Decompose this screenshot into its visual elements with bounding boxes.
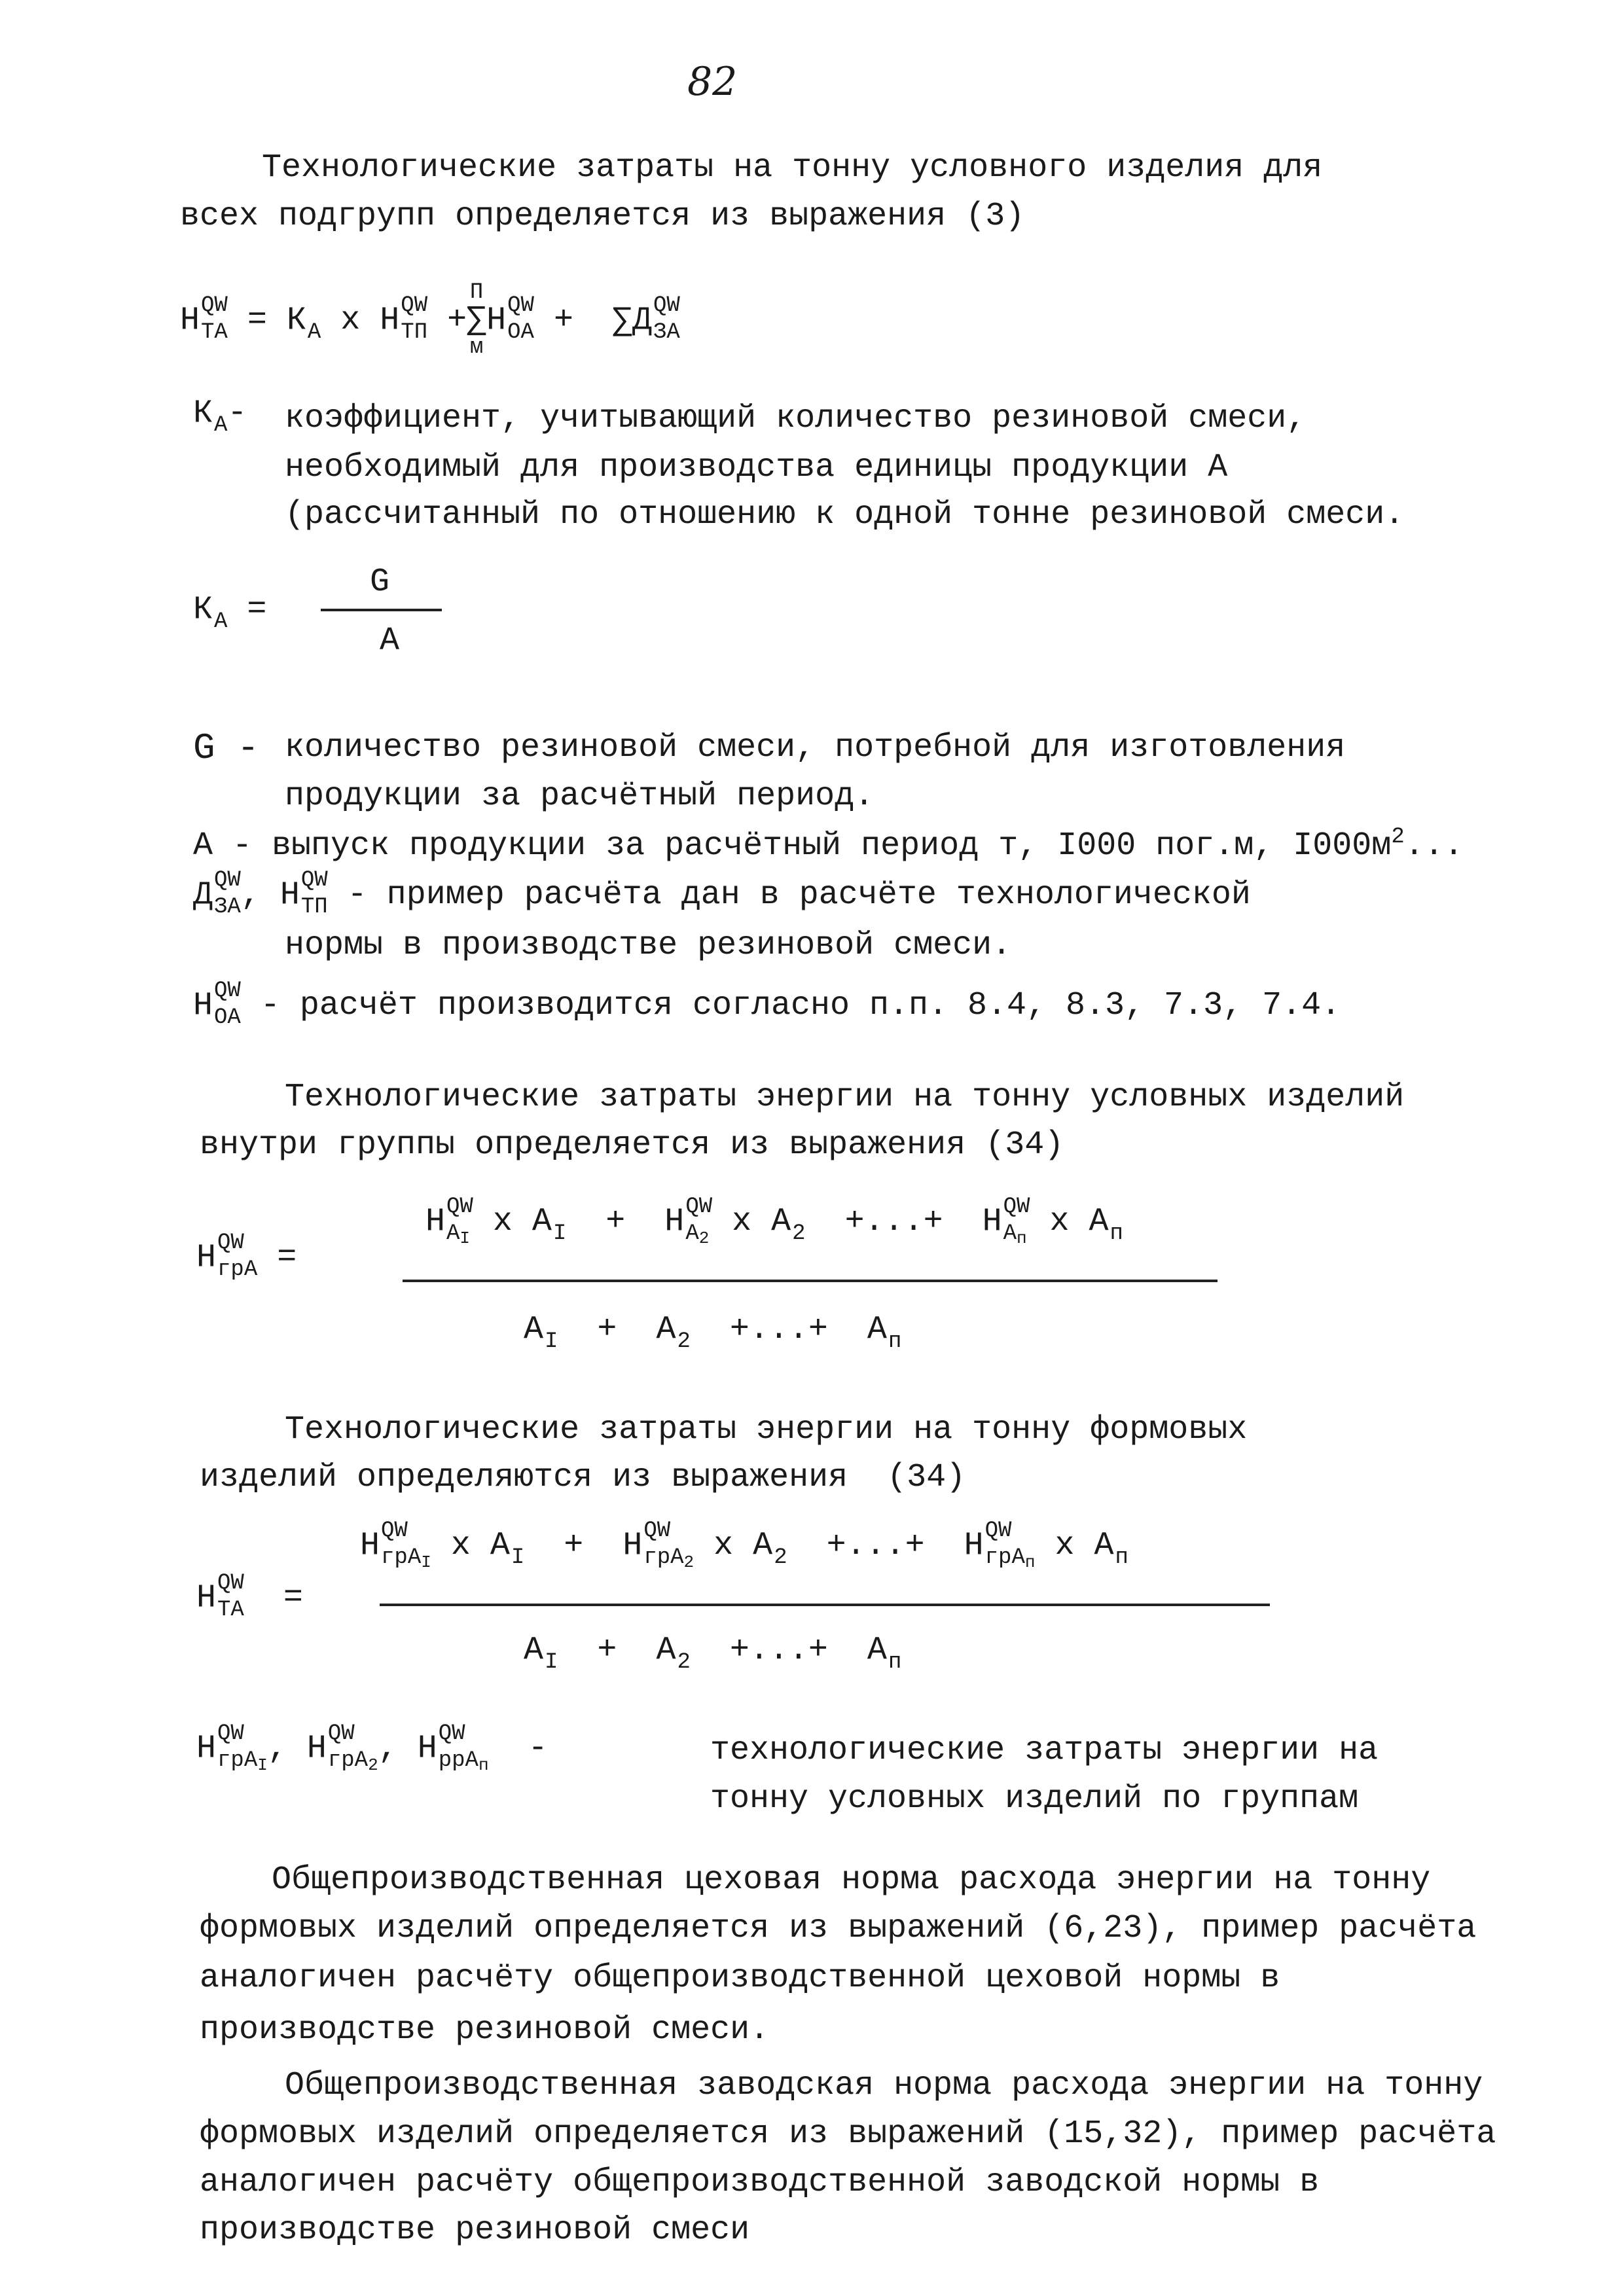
script-stack [511,1525,525,1571]
formula-symbol [486,293,534,345]
formula-symbol [380,293,428,345]
formula-symbol [656,1309,691,1355]
para5-line2: формовых изделий определяется из выражений (15,32), пример расчёта [200,2115,1496,2153]
sub-subscript: 2 [368,1755,378,1776]
script-stack [307,300,321,345]
symbol-base: Н [280,876,300,914]
superscript: QW [217,1721,244,1746]
script-stack [438,1721,489,1776]
symbol-base: А [867,1632,887,1670]
script-stack [446,1194,473,1249]
formula-symbol [524,1309,558,1355]
def-d-line2: нормы в производстве резиновой смеси. [285,927,1012,964]
formula-symbol [193,393,228,439]
subscript: грА2 [327,1748,378,1776]
script-stack [643,1518,695,1573]
script-stack [984,1518,1036,1573]
formula-symbol [425,1194,473,1249]
symbol-base: Н [380,302,400,340]
symbol-base: Н [360,1527,380,1565]
formula-text: +...+ [690,1632,867,1670]
formula-symbol [360,1518,431,1573]
script-stack [214,589,228,635]
subscript: грА [217,1257,258,1283]
subscript: I [552,1221,567,1247]
script-stack [685,1194,713,1249]
formula-symbol [193,589,228,635]
para5-line4: производстве резиновой смеси [200,2212,750,2249]
formula-text: + [524,1527,623,1565]
sub-subscript: п [478,1755,489,1776]
formula-text: = [257,1239,297,1277]
sub-subscript: I [257,1755,268,1776]
def-ka-symbol [193,393,247,439]
script-stack [381,1518,431,1573]
script-stack [507,293,534,345]
superscript [553,1197,566,1217]
formula-ta-denominator [524,1630,902,1676]
formula-text: + [558,1632,657,1670]
para2-line1: Технологические затраты энергии на тонну условных изделий [285,1079,1405,1116]
formula-ka-lhs [193,589,267,635]
subscript: грАп [984,1545,1036,1573]
def-g-line1: количество резиновой смеси, потребной для изготовления [285,729,1346,766]
formula-text: - пример расчёта дан в расчёте технологической [327,876,1251,914]
formula-text: х [694,1527,753,1565]
superscript: QW [214,978,241,1003]
superscript [545,1626,558,1646]
subscript: I [511,1545,525,1571]
para1-line1: Технологические затраты на тонну условного изделия для [262,149,1323,187]
superscript: QW [201,293,228,318]
formula-text: х [431,1527,490,1565]
subscript: А2 [685,1221,710,1249]
script-stack [201,293,228,345]
script-stack [214,978,241,1031]
superscript: QW [446,1194,473,1219]
formula-symbol [867,1309,902,1355]
summation-symbol [467,281,486,359]
symbol-base: А [656,1311,676,1349]
formula-text: х [473,1203,532,1241]
def-a [193,825,1464,865]
superscript: QW [401,293,428,318]
superscript: QW [643,1518,671,1543]
symbol-base: А [1089,1203,1109,1241]
symbol-base: К [286,302,306,340]
subscript: п [888,1650,902,1676]
script-stack [792,1201,806,1247]
symbol-base: Н [425,1203,446,1241]
superscript [792,1197,805,1217]
script-stack [401,293,428,345]
formula-gra-lhs [196,1230,297,1283]
formula-symbol [193,978,241,1031]
subscript: ЗА [214,895,241,920]
superscript [888,1305,901,1325]
formula-text: ... [1404,827,1464,865]
subscript: А [214,609,228,635]
para3-line1: Технологические затраты энергии на тонну формовых [285,1411,1248,1448]
script-stack [888,1630,902,1676]
formula-symbol [490,1525,525,1571]
def-groups-line2: тонну условных изделий по группам [710,1780,1359,1818]
formula-text: , [267,1730,307,1768]
symbol-base: Д [193,876,213,914]
fraction-bar [403,1280,1218,1282]
def-ka-line2: необходимый для производства единицы продукции А [285,449,1228,486]
formula-1 [180,281,680,359]
formula-symbol [1089,1201,1123,1247]
formula-text: = [227,302,287,340]
sub-subscript: 2 [698,1229,710,1249]
subscript: А [307,320,321,345]
subscript: п [1115,1545,1128,1571]
symbol-base: А [532,1203,552,1241]
superscript [308,296,321,316]
formula-symbol [867,1630,902,1676]
subscript: Ап [1003,1221,1027,1249]
subscript: п [888,1329,902,1355]
superscript [1110,1197,1123,1217]
symbol-base: Н [964,1527,984,1565]
subscript: ТА [201,320,228,345]
script-stack [300,868,328,920]
formula-text: А - выпуск продукции за расчётный период т, I000 пог.м, I000м [193,827,1392,865]
formula-text: + [427,302,467,340]
formula-symbol [180,293,228,345]
formula-symbol [664,1194,713,1249]
formula-ka-numerator: G [370,564,390,601]
symbol-base: А [524,1311,544,1349]
script-stack [888,1309,902,1355]
script-stack [327,1721,378,1776]
symbol-base: Н [982,1203,1002,1241]
formula-text: х [1030,1203,1089,1241]
formula-text: +...+ [805,1203,983,1241]
superscript: QW [685,1194,713,1219]
para4-line2: формовых изделий определяется из выражений (6,23), пример расчёта [200,1910,1477,1947]
sum-lower-limit: м [469,335,484,360]
symbol-base: К [193,395,213,433]
symbol-base: А [656,1632,676,1670]
sub-subscript: 2 [683,1552,695,1573]
para4-line1: Общепроизводственная цеховая норма расхода энергии на тонну [272,1861,1431,1899]
script-stack [545,1309,558,1355]
symbol-base: Н [306,1730,327,1768]
symbol-base: Н [196,1579,217,1617]
sum-upper-limit: П [469,280,484,305]
formula-text: + [558,1311,657,1349]
formula-gra-denominator [524,1309,902,1355]
formula-symbol [613,293,680,345]
superscript [774,1521,787,1541]
def-g-symbol: G - [193,727,259,769]
superscript: QW [300,868,328,893]
formula-text: х [712,1203,772,1241]
symbol-base: Н [664,1203,685,1241]
script-stack [217,1230,258,1283]
sub-subscript: I [421,1552,431,1573]
script-stack [1110,1201,1123,1247]
superscript [214,389,227,409]
subscript: 2 [677,1650,691,1676]
formula-text: , [378,1730,418,1768]
symbol-base: Н [193,987,213,1025]
fraction-bar [321,609,442,611]
formula-text: = [227,591,267,629]
superscript [214,585,227,605]
formula-text: - [488,1730,568,1768]
script-stack [552,1201,567,1247]
sub-subscript: I [460,1229,471,1249]
formula-symbol [280,868,328,920]
formula-text: х [321,302,380,340]
para4-line3: аналогичен расчёту общепроизводственной цеховой нормы в [200,1960,1280,1997]
formula-symbol [1094,1525,1128,1571]
formula-symbol [417,1721,489,1776]
superscript: QW [217,1571,244,1596]
def-hoa [193,978,1341,1031]
script-stack [545,1630,558,1676]
subscript: ТА [217,1598,244,1623]
script-stack [214,868,241,920]
fraction-bar [380,1604,1270,1606]
superscript [888,1626,901,1646]
formula-text: +...+ [690,1311,867,1349]
formula-symbol [771,1201,806,1247]
superscript: QW [381,1518,408,1543]
subscript: ОА [507,320,534,345]
subscript: I [545,1329,558,1355]
symbol-base: А [1094,1527,1114,1565]
subscript: 2 [792,1221,806,1247]
subscript: п [1110,1221,1123,1247]
symbol-base: Н [623,1527,643,1565]
def-ka-line3: (рассчитанный по отношению к одной тонне резиновой смеси. [285,496,1405,533]
sub-subscript: п [1024,1552,1036,1573]
formula-text: - [227,395,247,433]
formula-symbol [753,1525,787,1571]
formula-text: + [533,302,613,340]
superscript [677,1305,690,1325]
formula-ka-denominator: А [380,622,400,660]
para3-line2: изделий определяются из выражения (34) [200,1459,966,1496]
para5-line3: аналогичен расчёту общепроизводственной заводской нормы в [200,2164,1320,2201]
para1-line2: всех подгрупп определяется из выражения (3) [180,198,1025,235]
formula-ta-numerator [360,1518,1128,1573]
superscript: QW [984,1518,1012,1543]
formula-gra-numerator [425,1194,1123,1249]
formula-text: , [240,876,280,914]
symbol-base: Н [196,1239,217,1277]
sub-subscript: п [1017,1229,1027,1249]
def-groups-symbols [196,1721,568,1776]
formula-symbol [1391,825,1405,863]
formula-ta-lhs [196,1571,303,1623]
superscript: QW [327,1721,355,1746]
symbol-base: А [867,1311,887,1349]
symbol-base: Н [417,1730,437,1768]
formula-text: х [1035,1527,1094,1565]
sum-sign: ∑ [467,301,487,338]
symbol-base: К [193,591,213,629]
symbol-base: А [771,1203,791,1241]
formula-symbol [964,1518,1036,1573]
superscript: QW [653,293,680,318]
formula-symbol [982,1194,1030,1249]
script-stack [217,1721,268,1776]
superscript [677,1626,690,1646]
superscript [1115,1521,1128,1541]
page-number: 82 [687,59,738,105]
superscript: QW [507,293,534,318]
formula-symbol [286,300,321,345]
formula-symbol [193,868,241,920]
symbol-base: А [490,1527,510,1565]
formula-symbol [532,1201,567,1247]
def-d-line1 [193,868,1251,920]
subscript: 2 [677,1329,691,1355]
superscript: 2 [1391,825,1405,850]
script-stack [677,1309,691,1355]
script-stack [677,1630,691,1676]
subscript: ТП [401,320,428,345]
formula-symbol [306,1721,378,1776]
symbol-base: А [753,1527,773,1565]
superscript: QW [438,1721,465,1746]
def-groups-line1: технологические затраты энергии на [710,1732,1379,1769]
formula-symbol [623,1518,695,1573]
symbol-base: Н [180,302,200,340]
superscript [511,1521,524,1541]
superscript [545,1305,558,1325]
para2-line2: внутри группы определяется из выражения (34) [200,1126,1064,1164]
script-stack [653,293,680,345]
formula-text: + [566,1203,665,1241]
subscript: ррАп [438,1748,489,1776]
script-stack [1003,1194,1030,1249]
symbol-base: Н [486,302,507,340]
subscript: А [214,413,228,439]
superscript: QW [214,868,241,893]
subscript: грА2 [643,1545,695,1573]
para4-line4: производстве резиновой смеси. [200,2011,770,2049]
subscript: ЗА [653,320,680,345]
superscript: QW [1003,1194,1030,1219]
subscript: 2 [774,1545,787,1571]
formula-text: - расчёт производится согласно п.п. 8.4, 8.3, 7.3, 7.4. [240,987,1341,1025]
script-stack [214,393,228,439]
subscript: грАI [381,1545,431,1573]
symbol-base: Н [196,1730,217,1768]
subscript: ОА [214,1005,241,1031]
subscript: ТП [300,895,328,920]
formula-text: = [244,1579,303,1617]
subscript: грАI [217,1748,268,1776]
formula-symbol [196,1230,258,1283]
def-ka-line1: коэффициент, учитывающий количество резиновой смеси, [285,400,1307,437]
formula-symbol [524,1630,558,1676]
formula-symbol [196,1571,244,1623]
def-g-line2: продукции за расчётный период. [285,778,875,815]
subscript: АI [446,1221,471,1249]
script-stack [774,1525,787,1571]
symbol-base: ∑Д [613,302,653,340]
symbol-base: А [524,1632,544,1670]
formula-symbol [196,1721,268,1776]
formula-symbol [656,1630,691,1676]
para5-line1: Общепроизводственная заводская норма расхода энергии на тонну [285,2067,1483,2104]
script-stack [1115,1525,1128,1571]
subscript: I [545,1650,558,1676]
formula-text: +...+ [787,1527,964,1565]
superscript: QW [217,1230,244,1255]
script-stack [217,1571,244,1623]
